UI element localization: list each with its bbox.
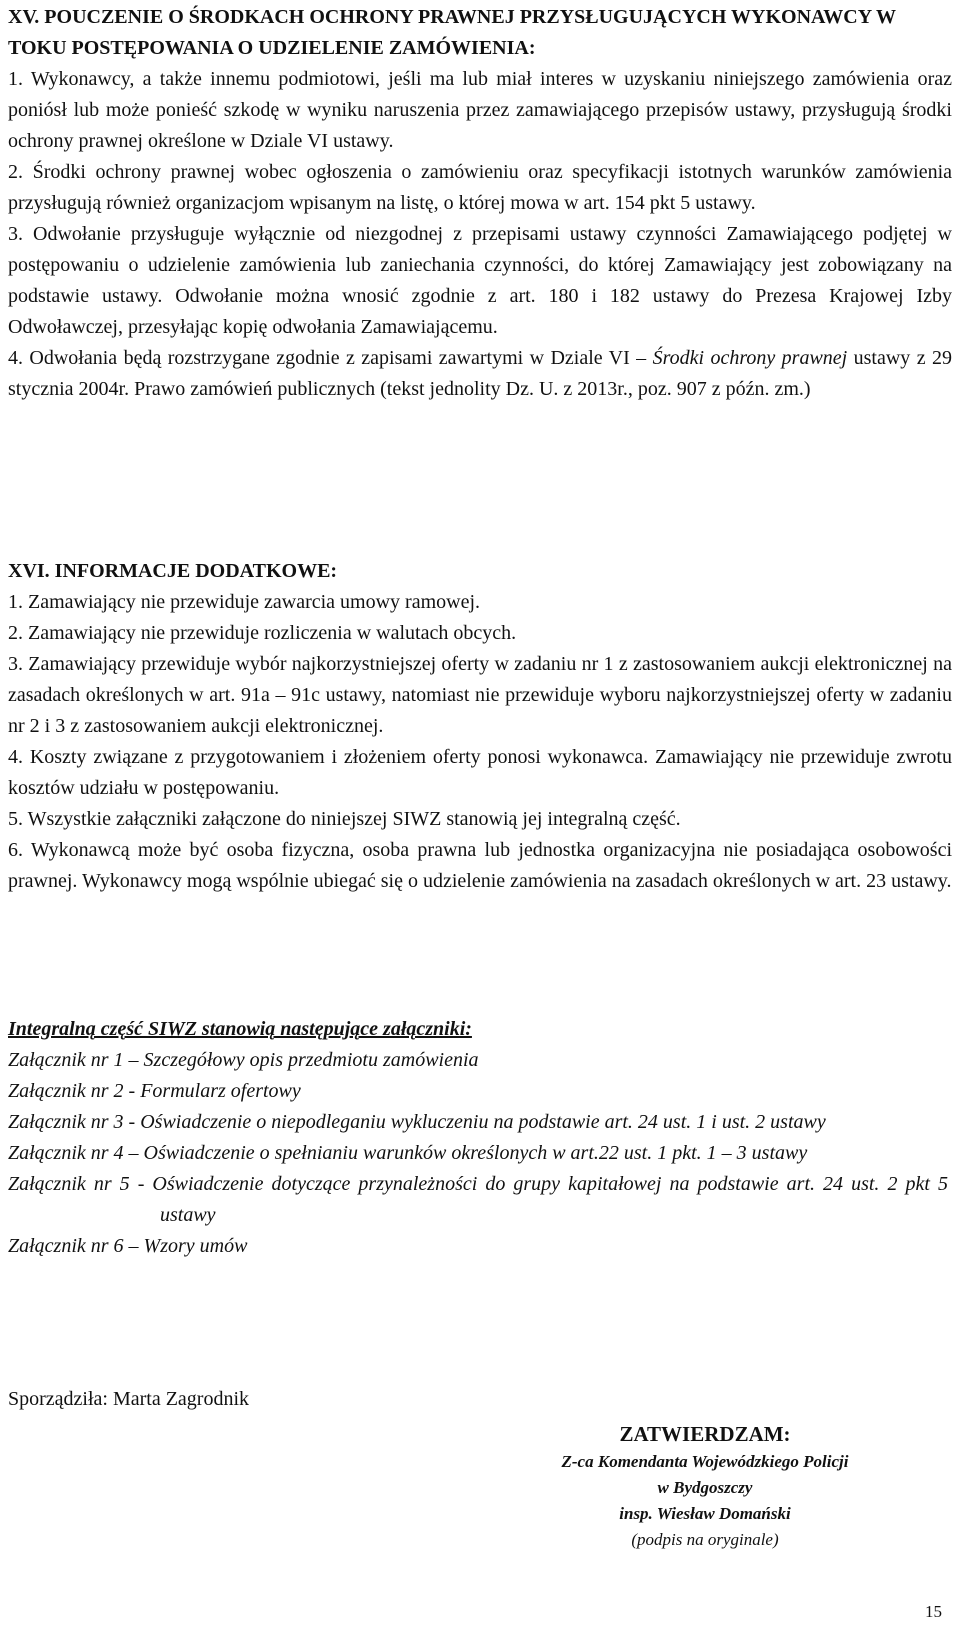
attachments-heading: Integralną część SIWZ stanowią następujące załączniki: xyxy=(8,1018,472,1040)
info-item-3: 3. Zamawiający przewiduje wybór najkorzystniejszej oferty w zadaniu nr 1 z zastosowaniem aukcji elektronicznej na zasadach określonych w art. 91a – 91c ustawy, natomiast nie przewiduje wyboru najkorzystniejszej oferty w zadaniu nr 2 i 3 z zastosowaniem aukcji elektronicznej. xyxy=(8,653,952,737)
approval-line-2: w Bydgoszczy xyxy=(657,1478,753,1497)
info-item-6: 6. Wykonawcą może być osoba fizyczna, osoba prawna lub jednostka organizacyjna nie posiadająca osobowości prawnej. Wykonawcy mogą wspólnie ubiegać się o udzielenie zamówienia na zasadach określonych w art. 23 ustawy. xyxy=(8,839,952,892)
page-number: 15 xyxy=(925,1602,942,1621)
paragraph-4-start: 4. Odwołania będą rozstrzygane zgodnie z zapisami zawartymi w Dziale VI – xyxy=(8,347,653,369)
prepared-by: Sporządziła: Marta Zagrodnik xyxy=(8,1388,250,1410)
info-item-4: 4. Koszty związane z przygotowaniem i złożeniem oferty ponosi wykonawca. Zamawiający nie przewiduje zwrotu kosztów udziału w postępowaniu. xyxy=(8,746,952,799)
section-15-paragraph-4 xyxy=(8,343,952,405)
approval-block xyxy=(520,1419,890,1553)
approval-line-3: insp. Wiesław Domański xyxy=(619,1504,791,1523)
attachments-list xyxy=(8,1014,948,1262)
info-item-5: 5. Wszystkie załączniki załączone do niniejszej SIWZ stanowią jej integralną część. xyxy=(8,808,681,830)
section-15-paragraph-2: 2. Środki ochrony prawnej wobec ogłoszenia o zamówieniu oraz specyfikacji istotnych warunków zamówienia przysługują również organizacjom wpisanym na listę, o której mowa w art. 154 pkt 5 ustawy. xyxy=(8,161,952,214)
approval-heading: ZATWIERDZAM: xyxy=(619,1422,791,1446)
section-15-paragraph-1: 1. Wykonawcy, a także innemu podmiotowi, jeśli ma lub miał interes w uzyskaniu niniejszego zamówienia oraz poniósł lub może ponieść szkodę w wyniku naruszenia przez zamawiającego przepisów ustawy, przysługują środki ochrony prawnej określone w Dziale VI ustawy. xyxy=(8,68,952,152)
paragraph-4-end: ustawy z 29 stycznia 2004r. Prawo zamówień publicznych (tekst jednolity Dz. U. z 2013r., poz. 907 z późn. zm.) xyxy=(8,347,952,400)
approval-line-1: Z-ca Komendanta Wojewódzkiego Policji xyxy=(561,1452,849,1471)
section-15 xyxy=(8,2,952,405)
section-15-paragraph-3: 3. Odwołanie przysługuje wyłącznie od niezgodnej z przepisami ustawy czynności Zamawiającego podjętej w postępowaniu o udzielenie zamówienia lub zaniechania czynności, do której Zamawiający jest zobowiązany na podstawie ustawy. Odwołanie można wnosić zgodnie z art. 180 i 182 ustawy do Prezesa Krajowej Izby Odwoławczej, przesyłając kopię odwołania Zamawiającemu. xyxy=(8,223,952,338)
section-15-title: XV. POUCZENIE O ŚRODKACH OCHRONY PRAWNEJ PRZYSŁUGUJĄCYCH WYKONAWCY W TOKU POSTĘPOWANIA O UDZIELENIE ZAMÓWIENIA: xyxy=(8,6,896,59)
section-16 xyxy=(8,556,952,897)
section-16-title: XVI. INFORMACJE DODATKOWE: xyxy=(8,560,338,582)
attachment-5: Załącznik nr 5 - Oświadczenie dotyczące przynależności do grupy kapitałowej na podstawie art. 24 ust. 2 pkt 5 ustawy xyxy=(8,1173,948,1226)
info-item-1: 1. Zamawiający nie przewiduje zawarcia umowy ramowej. xyxy=(8,591,481,613)
attachment-6: Załącznik nr 6 – Wzory umów xyxy=(8,1235,248,1257)
info-item-2: 2. Zamawiający nie przewiduje rozliczenia w walutach obcych. xyxy=(8,622,517,644)
signature-note: (podpis na oryginale) xyxy=(631,1530,779,1549)
attachment-2: Załącznik nr 2 - Formularz ofertowy xyxy=(8,1080,301,1102)
attachment-1: Załącznik nr 1 – Szczegółowy opis przedmiotu zamówienia xyxy=(8,1049,479,1071)
paragraph-4-italic-title: Środki ochrony prawnej xyxy=(652,347,848,369)
attachment-3: Załącznik nr 3 - Oświadczenie o niepodleganiu wykluczeniu na podstawie art. 24 ust. 1 i ust. 2 ustawy xyxy=(8,1111,826,1133)
attachment-4: Załącznik nr 4 – Oświadczenie o spełnianiu warunków określonych w art.22 ust. 1 pkt. 1 – 3 ustawy xyxy=(8,1142,808,1164)
